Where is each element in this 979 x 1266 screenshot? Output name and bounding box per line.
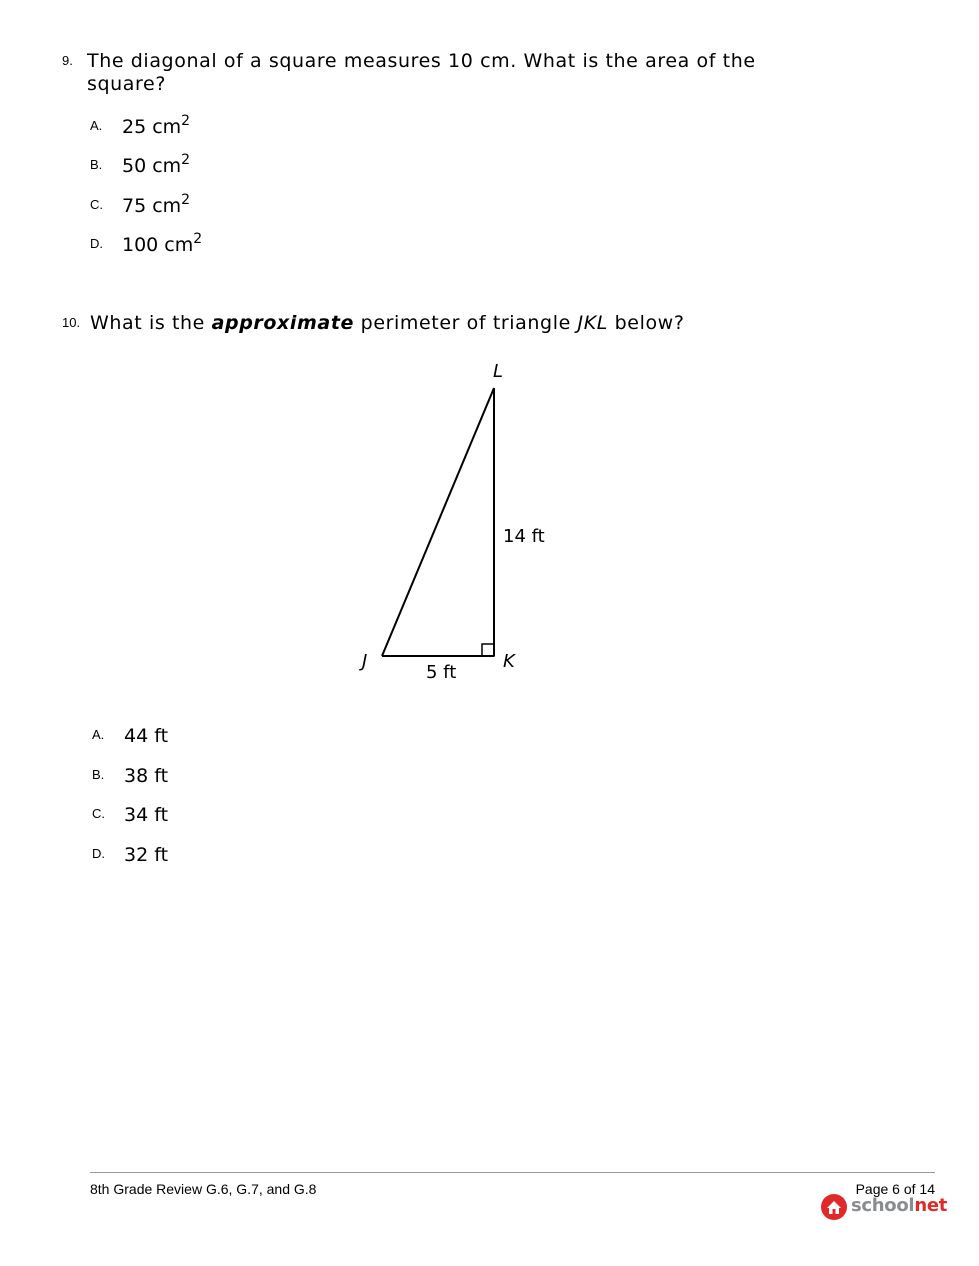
exponent: 2: [181, 191, 191, 208]
option-text: 75 cm: [122, 195, 182, 217]
question-text-line: square?: [87, 73, 167, 95]
logo-text: [851, 1195, 947, 1216]
question-text-part: below?: [607, 312, 685, 334]
option-letter: A.: [92, 727, 105, 742]
option-letter: B.: [90, 157, 103, 172]
question-text-part: What is the: [90, 312, 212, 334]
option-letter: C.: [92, 806, 105, 821]
right-angle-marker: [482, 644, 494, 656]
question-number: 9.: [62, 53, 73, 68]
emphasis-word: approximate: [211, 312, 355, 334]
exponent: 2: [193, 230, 203, 247]
option-value: [122, 191, 191, 217]
logo-text-school: school: [851, 1195, 915, 1216]
question-9: [62, 50, 862, 270]
house-icon: [820, 1193, 848, 1221]
vertex-j-label: J: [362, 651, 368, 672]
side-kl-length: 14 ft: [503, 526, 545, 547]
option-letter: C.: [90, 197, 103, 212]
triangle-jkl-figure: [355, 355, 565, 690]
option-value: [122, 230, 203, 256]
option-letter: B.: [92, 767, 105, 782]
option-value: 38 ft: [124, 765, 169, 787]
question-text: [87, 50, 756, 96]
option-value: 32 ft: [124, 844, 169, 866]
question-text-part: perimeter of triangle: [354, 312, 578, 334]
question-10-options: [62, 725, 462, 885]
option-value: [122, 112, 191, 138]
logo-text-net: net: [914, 1195, 948, 1216]
side-jk-length: 5 ft: [426, 662, 457, 683]
option-text: 25 cm: [122, 116, 182, 138]
schoolnet-logo: [820, 1193, 948, 1223]
vertex-k-label: K: [503, 651, 515, 672]
option-value: 34 ft: [124, 804, 169, 826]
question-number: 10.: [62, 315, 81, 330]
option-value: 44 ft: [124, 725, 169, 747]
option-letter: D.: [90, 236, 103, 251]
vertex-l-label: L: [493, 361, 504, 382]
triangle-name: JKL: [577, 312, 608, 334]
question-10: [62, 312, 862, 342]
exponent: 2: [181, 112, 191, 129]
option-letter: D.: [92, 846, 105, 861]
option-letter: A.: [90, 118, 103, 133]
question-text: [90, 312, 685, 335]
option-text: 100 cm: [122, 234, 194, 256]
question-text-line: The diagonal of a square measures 10 cm. What is the area of the: [87, 50, 756, 72]
footer-page-number: Page 6 of 14: [855, 1181, 935, 1197]
exponent: 2: [181, 151, 191, 168]
footer-divider: [90, 1172, 935, 1173]
footer-title: 8th Grade Review G.6, G.7, and G.8: [90, 1181, 317, 1197]
side-jl: [382, 388, 494, 656]
option-text: 50 cm: [122, 155, 182, 177]
option-value: [122, 151, 191, 177]
